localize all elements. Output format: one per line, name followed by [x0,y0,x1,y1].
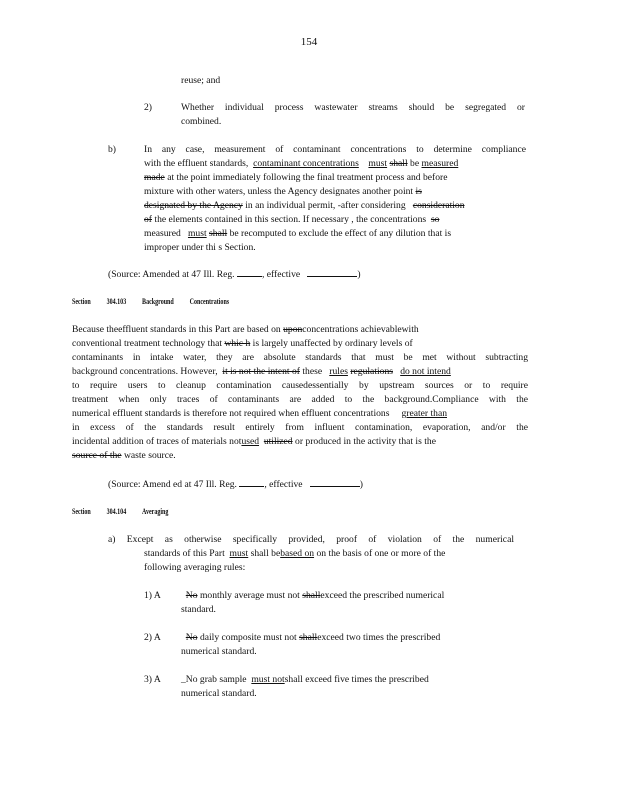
list-fragment-reuse: reuse; and [181,75,221,86]
para-104a-line-2: standards of this Part must shall bebased on on the basis of one or more of the [144,548,446,559]
item-2-line-1: Whether individual process wastewater streams should be segregated or [181,102,525,113]
rule-2-line-1: No daily composite must not shallexceed two times the prescribed [185,632,441,643]
para-103-line-2: conventional treatment technology that whic h is largely unaffected by ordinary levels of [72,338,413,349]
page-number: 154 [300,36,318,48]
rule-2-line-2: numerical standard. [181,646,257,657]
rule-1-line-1: No monthly average must not shallexceed the prescribed numerical [185,590,445,601]
item-2-label: 2) [144,102,152,113]
para-103-line-1: Because theeffluent standards in this Part are based on uponconcentrations achievablewith [72,324,419,335]
para-103-line-3: contaminants in intake water, they are absolute standards that must be met without subtracting [72,352,528,363]
para-b-line-1: In any case, measurement of contaminant concentrations to determine compliance [144,144,526,155]
para-103-line-5: to require users to cleanup contamination causedessentially by upstream sources or to require [72,380,528,391]
para-b-line-6: of the elements contained in this section. If necessary , the concentrations so [144,214,440,225]
source-note-1: (Source: Amended at 47 Ill. Reg. , effective ) [108,269,361,280]
source-note-2: (Source: Amend ed at 47 Ill. Reg. , effective ) [108,479,363,490]
para-103-line-6: treatment when only traces of contaminants are added to the background.Compliance with the [72,394,528,405]
rule-3-line-1: _No grab sample must notshall exceed five times the prescribed [181,674,429,685]
para-103-line-4: background concentrations. However, it is not the intent of these rules regulations do not intend [72,366,451,377]
rule-1-label: 1) A [144,590,161,601]
rule-2-label: 2) A [144,632,161,643]
item-2-line-2: combined. [181,116,222,127]
para-b-line-8: improper under thi s Section. [144,242,256,253]
rule-1-line-2: standard. [181,604,216,615]
para-b-line-5: designated by the Agency in an individual permit, -after considering consideration [144,200,465,211]
para-104a-line-1: a) Except as otherwise specifically provided, proof of violation of the numerical [108,534,514,545]
para-103-line-9: incidental addition of traces of materials notused utilized or produced in the activity that is the [72,436,436,447]
para-104a-line-3: following averaging rules: [144,562,246,573]
para-103-line-7: numerical effluent standards is therefore not required when effluent concentrations greater than [72,408,447,419]
para-b-line-4: mixture with other waters, unless the Agency designates another point is [144,186,422,197]
rule-3-label: 3) A [144,674,161,685]
section-heading-304-104: Section 304.104 Averaging [72,507,169,516]
para-103-line-8: in excess of the standards result entirely from influent contamination, evaporation, and/or the [72,422,528,433]
para-b-line-7: measured must shall be recomputed to exclude the effect of any dilution that is [144,228,452,239]
section-heading-304-103: Section 304.103 Background Concentrations [72,297,230,306]
para-b-line-3: made at the point immediately following the final treatment process and before [144,172,448,183]
rule-3-line-2: numerical standard. [181,688,257,699]
para-103-line-10: source of the waste source. [72,450,176,461]
para-b-line-2: with the effluent standards, contaminant concentrations must shall be measured [144,158,459,169]
para-b-label: b) [108,144,116,155]
